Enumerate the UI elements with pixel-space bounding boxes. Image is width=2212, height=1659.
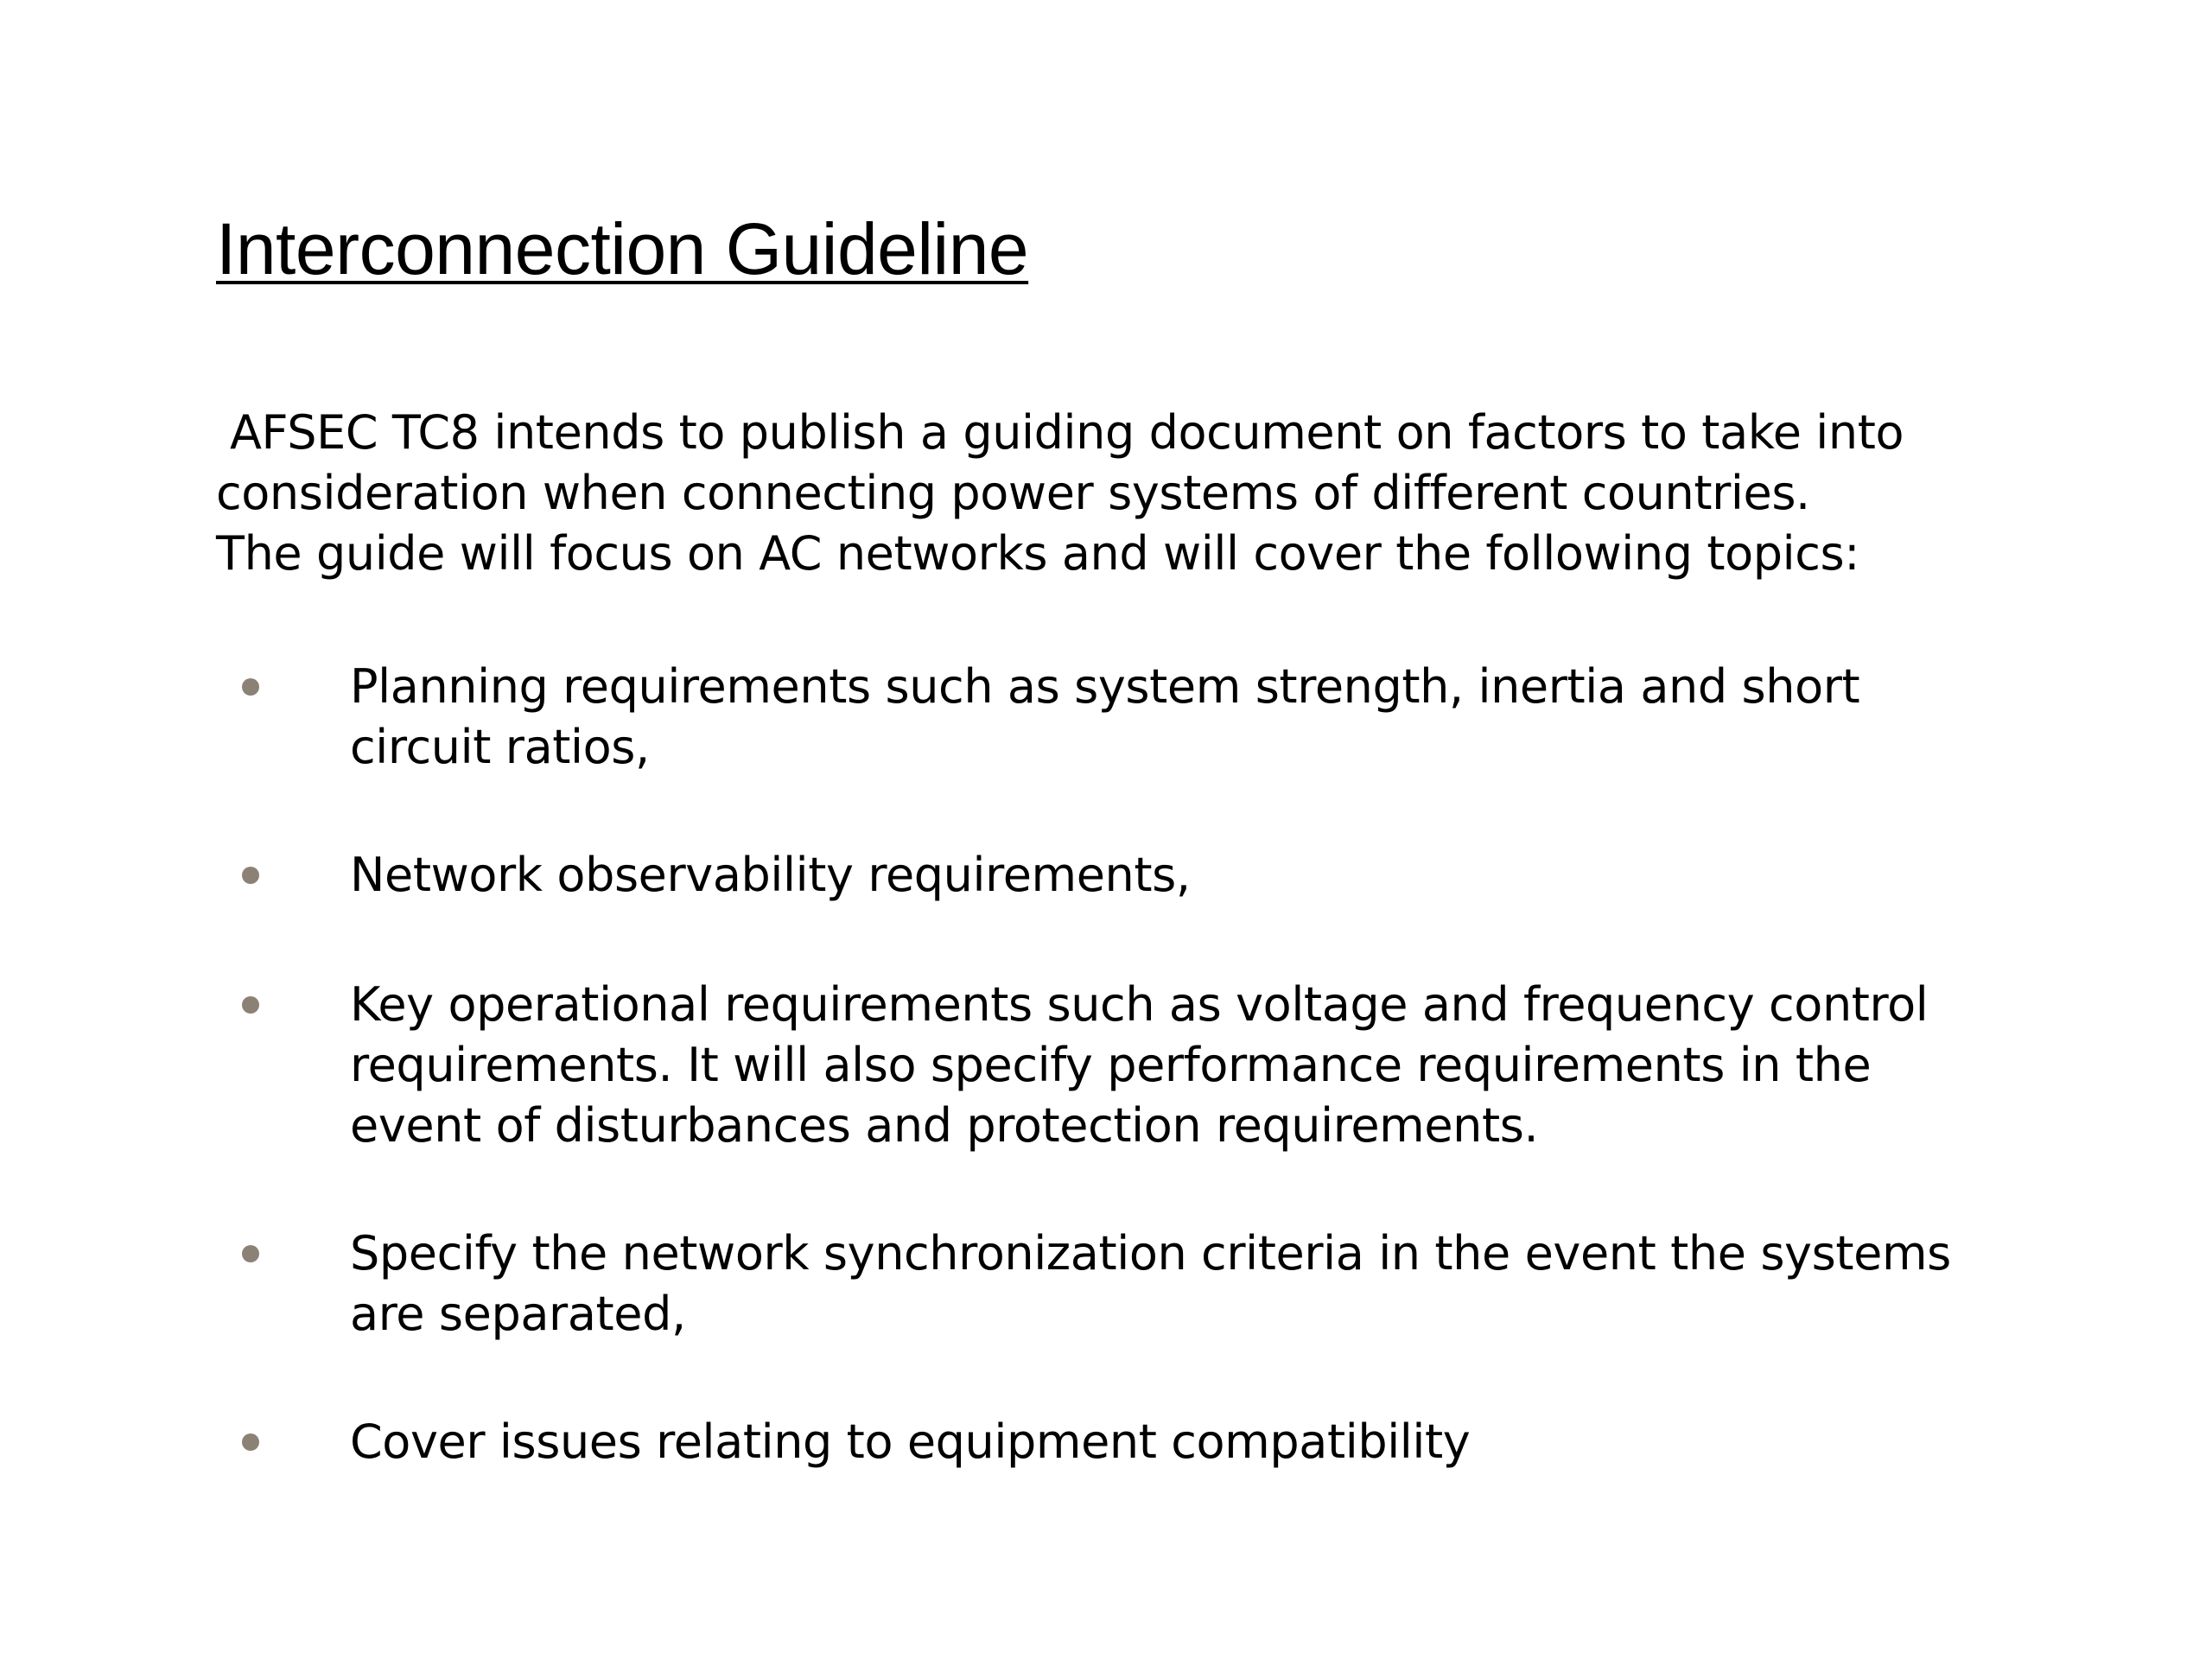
bullet-icon (242, 996, 259, 1014)
bullet-icon (242, 1433, 259, 1451)
list-item-text (350, 975, 2009, 1156)
list-item-text (350, 657, 2009, 778)
list-item-line: Planning requirements such as system strength, inertia and short (350, 659, 1860, 714)
list-item-line: event of disturbances and protection requirements. (350, 1098, 1539, 1153)
bullet-icon (242, 1245, 259, 1262)
intro-line: AFSEC TC8 intends to publish a guiding document on factors to take into (230, 405, 1904, 460)
intro-paragraph (216, 403, 1944, 584)
list-item-line: Specify the network synchronization criteria in the event the systems (350, 1226, 1951, 1281)
list-item-line: requirements. It will also specify performance requirements in the (350, 1038, 1872, 1092)
list-item-text (350, 1224, 2009, 1344)
list-item-line: circuit ratios, (350, 720, 650, 774)
bullet-icon (242, 867, 259, 884)
intro-line: consideration when connecting power systems of different countries. (216, 466, 1810, 520)
slide-title: Interconnection Guideline (216, 208, 1029, 289)
list-item-text (350, 1412, 2009, 1472)
bullet-icon (242, 678, 259, 696)
list-item-text (350, 845, 2009, 906)
list-item-line: Cover issues relating to equipment compatibility (350, 1414, 1471, 1469)
intro-line: The guide will focus on AC networks and will cover the following topics: (216, 526, 1860, 581)
list-item-line: Key operational requirements such as voltage and frequency control (350, 977, 1929, 1032)
list-item-line: are separated, (350, 1287, 686, 1341)
list-item-line: Network observability requirements, (350, 848, 1191, 902)
